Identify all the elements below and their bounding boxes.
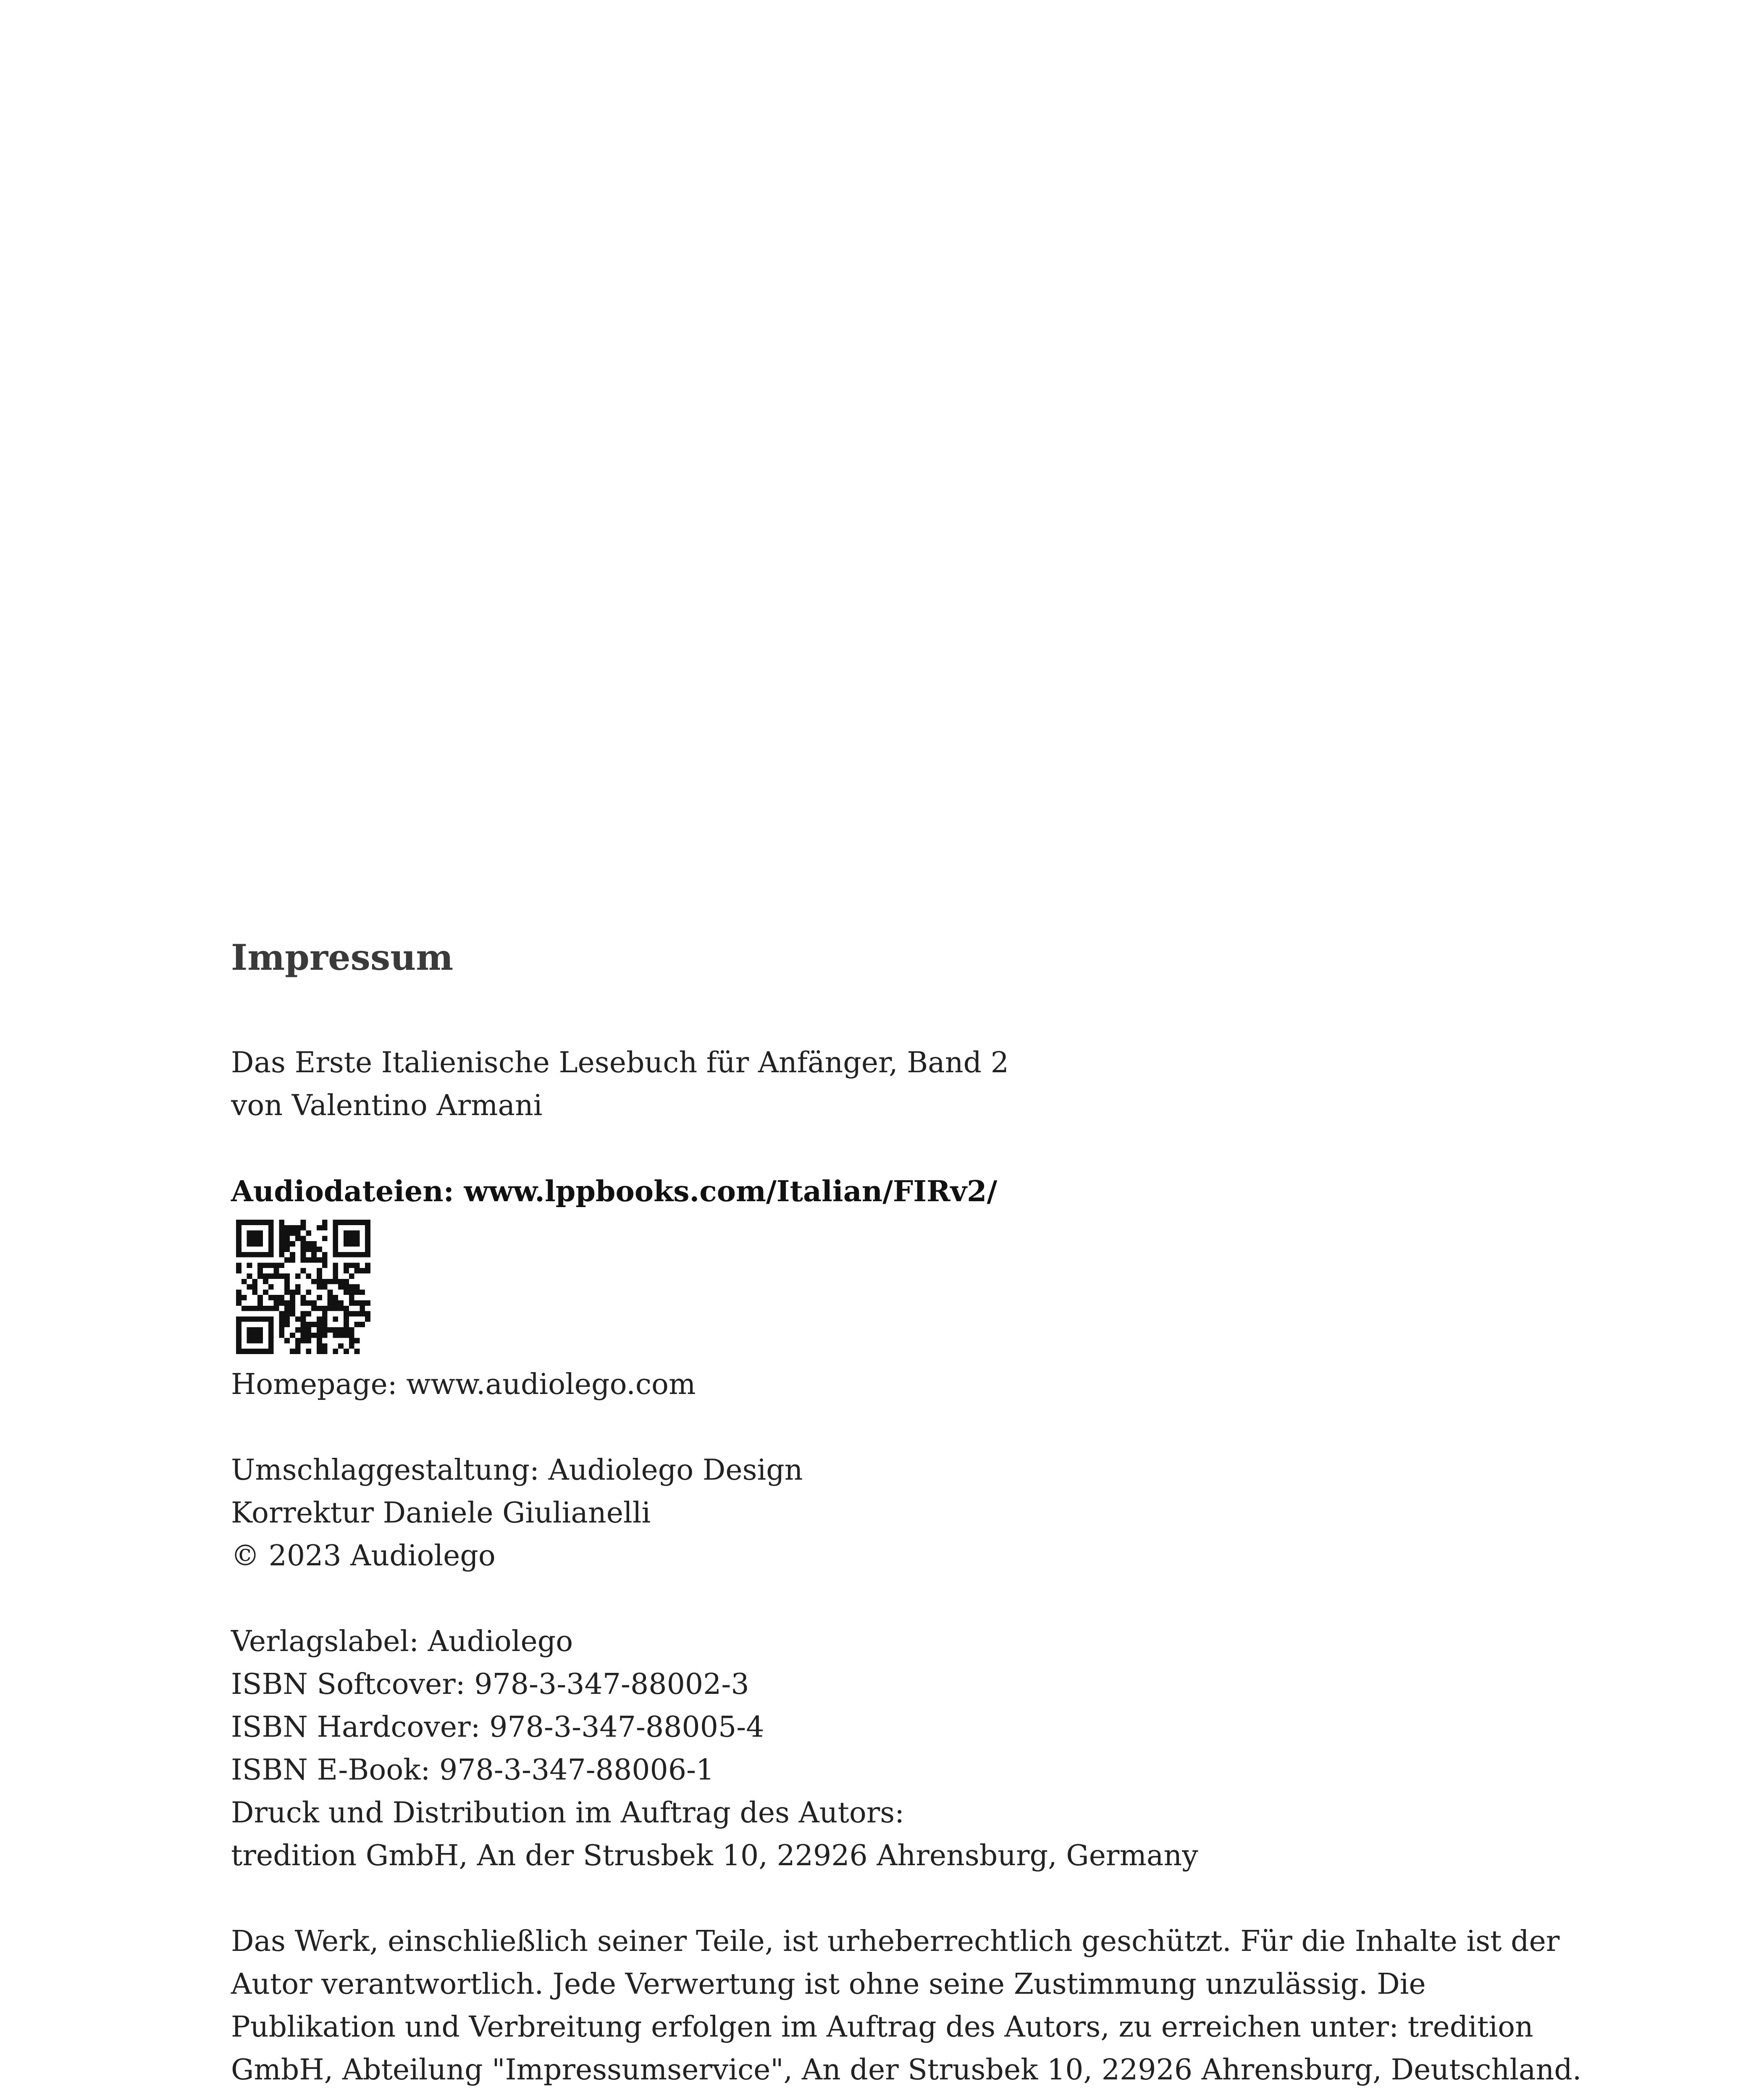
legal-notice-paragraph xyxy=(231,1920,1617,2092)
legal-notice-line: Das Werk, einschließlich seiner Teile, ist urheberrechtlich geschützt. Für die Inhalte ist der xyxy=(231,1925,1560,1958)
isbn-ebook-line: ISBN E-Book: 978-3-347-88006-1 xyxy=(231,1754,714,1787)
legal-notice-line: Publikation und Verbreitung erfolgen im Auftrag des Autors, zu erreichen unter: tredition xyxy=(231,2011,1533,2044)
impressum-section xyxy=(231,937,1617,2092)
cover-design-line: Umschlaggestaltung: Audiolego Design xyxy=(231,1454,803,1487)
audio-files-line: Audiodateien: www.lppbooks.com/Italian/FIRv2/ xyxy=(231,1175,998,1208)
proofreading-line: Korrektur Daniele Giulianelli xyxy=(231,1496,651,1530)
legal-notice-line: Autor verantwortlich. Jede Verwertung ist ohne seine Zustimmung unzulässig. Die xyxy=(231,1968,1426,2001)
homepage-line: Homepage: www.audiolego.com xyxy=(231,1368,696,1401)
distributor-address-line: tredition GmbH, An der Strusbek 10, 22926 Ahrensburg, Germany xyxy=(231,1839,1198,1872)
book-info xyxy=(231,1042,1617,1127)
audio-info xyxy=(231,1170,1617,1213)
impressum-heading: Impressum xyxy=(231,937,454,978)
publishing-block xyxy=(231,1620,1617,1877)
qr-code-image xyxy=(236,1220,370,1354)
isbn-hardcover-line: ISBN Hardcover: 978-3-347-88005-4 xyxy=(231,1711,764,1744)
isbn-softcover-line: ISBN Softcover: 978-3-347-88002-3 xyxy=(231,1668,749,1701)
homepage-info xyxy=(231,1363,1617,1406)
author-line: von Valentino Armani xyxy=(231,1089,543,1122)
copyright-line: © 2023 Audiolego xyxy=(231,1539,496,1572)
credits-block xyxy=(231,1449,1617,1578)
legal-notice-line: GmbH, Abteilung "Impressumservice", An der Strusbek 10, 22926 Ahrensburg, Deutschland. xyxy=(231,2053,1582,2087)
distribution-line: Druck und Distribution im Auftrag des Autors: xyxy=(231,1796,905,1830)
publisher-label-line: Verlagslabel: Audiolego xyxy=(231,1625,573,1658)
book-title-line: Das Erste Italienische Lesebuch für Anfänger, Band 2 xyxy=(231,1046,1009,1079)
